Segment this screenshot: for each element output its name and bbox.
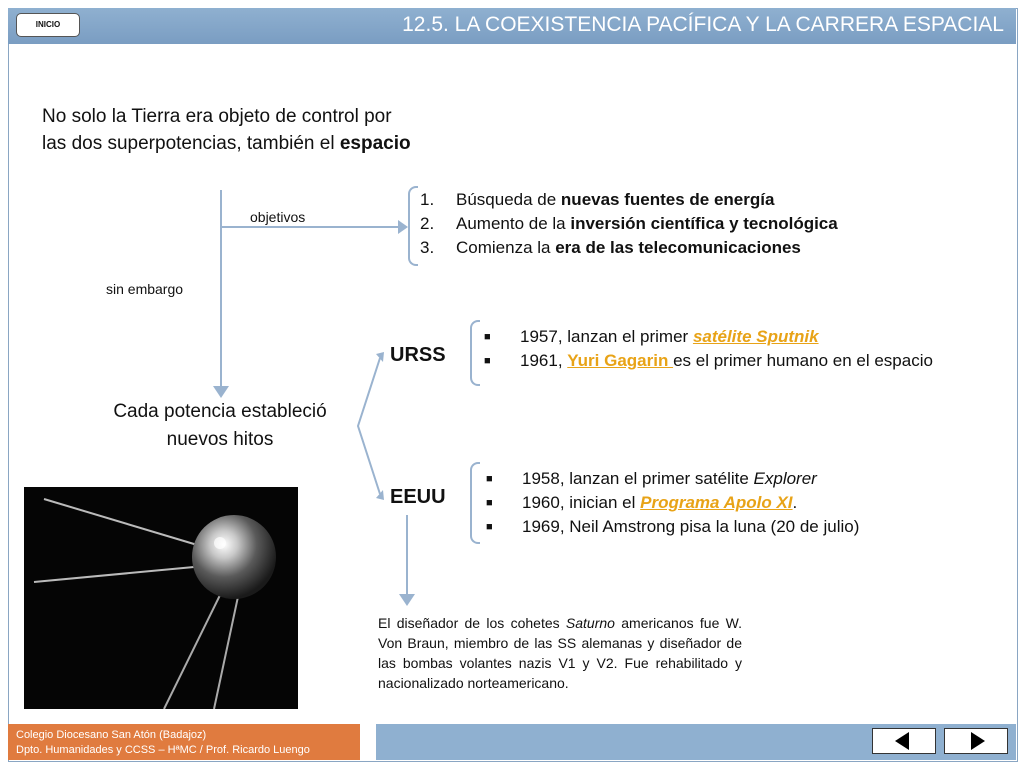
list-item-text [522, 467, 817, 491]
objective-text [456, 236, 801, 260]
list-item-text [520, 349, 933, 373]
objective-item [420, 188, 838, 212]
home-button[interactable]: INICIO [16, 13, 80, 37]
list-item-text-plain: . [792, 493, 798, 512]
von-braun-note [378, 613, 742, 693]
arrow-down-icon [399, 594, 415, 606]
connector-vertical-main [220, 190, 222, 388]
triangle-left-icon [873, 729, 935, 753]
list-item-text-plain: es el primer humano en el espacio [673, 351, 933, 370]
label-objetivos: objetivos [250, 209, 306, 225]
square-bullet-icon: ■ [486, 521, 493, 533]
objectives-bracket [408, 186, 418, 266]
list-item-text [522, 515, 859, 539]
apolo-link[interactable]: Programa Apolo XI [640, 493, 793, 512]
objective-text-plain: Aumento de la [456, 214, 571, 233]
intro-text-bold: espacio [339, 133, 411, 154]
square-bullet-icon: ■ [486, 497, 493, 509]
list-item [478, 467, 859, 491]
urss-list [476, 325, 933, 373]
list-item [478, 515, 859, 539]
intro-text-plain: No solo la Tierra era objeto de control por las dos superpotencias, también el [42, 106, 392, 154]
note-text: americanos fue W. Von Braun, miembro de las SS alemanas y diseñador de las bombas volantes nazis V1 y V2. Fue rehabilitado y nacionalizado norteamericano. [378, 615, 743, 691]
objective-text-bold: era de las telecomunicaciones [555, 238, 801, 257]
sputnik-icon [24, 487, 298, 709]
objective-item [420, 212, 838, 236]
objective-text-plain: Búsqueda de [456, 190, 561, 209]
objective-text [456, 188, 774, 212]
branch-connector [350, 350, 390, 500]
list-item-text-plain: 1960, inician el [522, 493, 641, 512]
footer-line2: Dpto. Humanidades y CCSS – HªMC / Prof. Ricardo Luengo [16, 744, 310, 756]
square-bullet-icon: ■ [484, 355, 491, 367]
intro-text [42, 103, 412, 157]
next-button[interactable] [944, 728, 1008, 754]
objective-number: 3. [420, 238, 435, 257]
note-text: El diseñador de los cohetes [378, 615, 566, 631]
list-item [478, 491, 859, 515]
triangle-right-icon [945, 729, 1007, 753]
urss-label: URSS [390, 344, 446, 366]
hitos-label: Cada potencia estableció nuevos hitos [113, 401, 327, 450]
prev-button[interactable] [872, 728, 936, 754]
objective-text-bold: nuevas fuentes de energía [560, 190, 775, 209]
objective-number: 1. [420, 190, 435, 209]
list-item-text-plain: 1961, [520, 351, 568, 370]
footer-line1: Colegio Diocesano San Atón (Badajoz) [16, 729, 207, 741]
list-item [476, 349, 933, 373]
list-item-text-italic: Explorer [753, 469, 817, 488]
eeuu-list [478, 467, 859, 539]
arrow-right-icon [398, 220, 408, 234]
list-item-text-plain: 1969, Neil Amstrong pisa la luna (20 de julio) [522, 517, 860, 536]
footer-credits [8, 724, 360, 760]
list-item-text [522, 491, 797, 515]
square-bullet-icon: ■ [484, 331, 491, 343]
eeuu-label: EEUU [390, 486, 446, 508]
objective-number: 2. [420, 214, 435, 233]
list-item [476, 325, 933, 349]
sputnik-link[interactable]: satélite Sputnik [692, 327, 819, 346]
objective-item [420, 236, 838, 260]
square-bullet-icon: ■ [486, 473, 493, 485]
sputnik-image [24, 487, 298, 709]
connector-objetivos [220, 226, 400, 228]
connector-eeuu-note [406, 515, 408, 595]
list-item-text-plain: 1957, lanzan el primer [520, 327, 693, 346]
page-title: 12.5. LA COEXISTENCIA PACÍFICA Y LA CARRERA ESPACIAL [402, 13, 1004, 36]
arrow-down-icon [213, 386, 229, 398]
objective-text [456, 212, 838, 236]
objective-text-bold: inversión científica y tecnológica [570, 214, 838, 233]
note-text-italic: Saturno [565, 615, 615, 631]
list-item-text [520, 325, 819, 349]
label-sin-embargo: sin embargo [106, 281, 184, 297]
list-item-text-plain: 1958, lanzan el primer satélite [522, 469, 754, 488]
gagarin-link[interactable]: Yuri Gagarin [567, 351, 674, 370]
objectives-list [420, 188, 838, 260]
objective-text-plain: Comienza la [456, 238, 556, 257]
